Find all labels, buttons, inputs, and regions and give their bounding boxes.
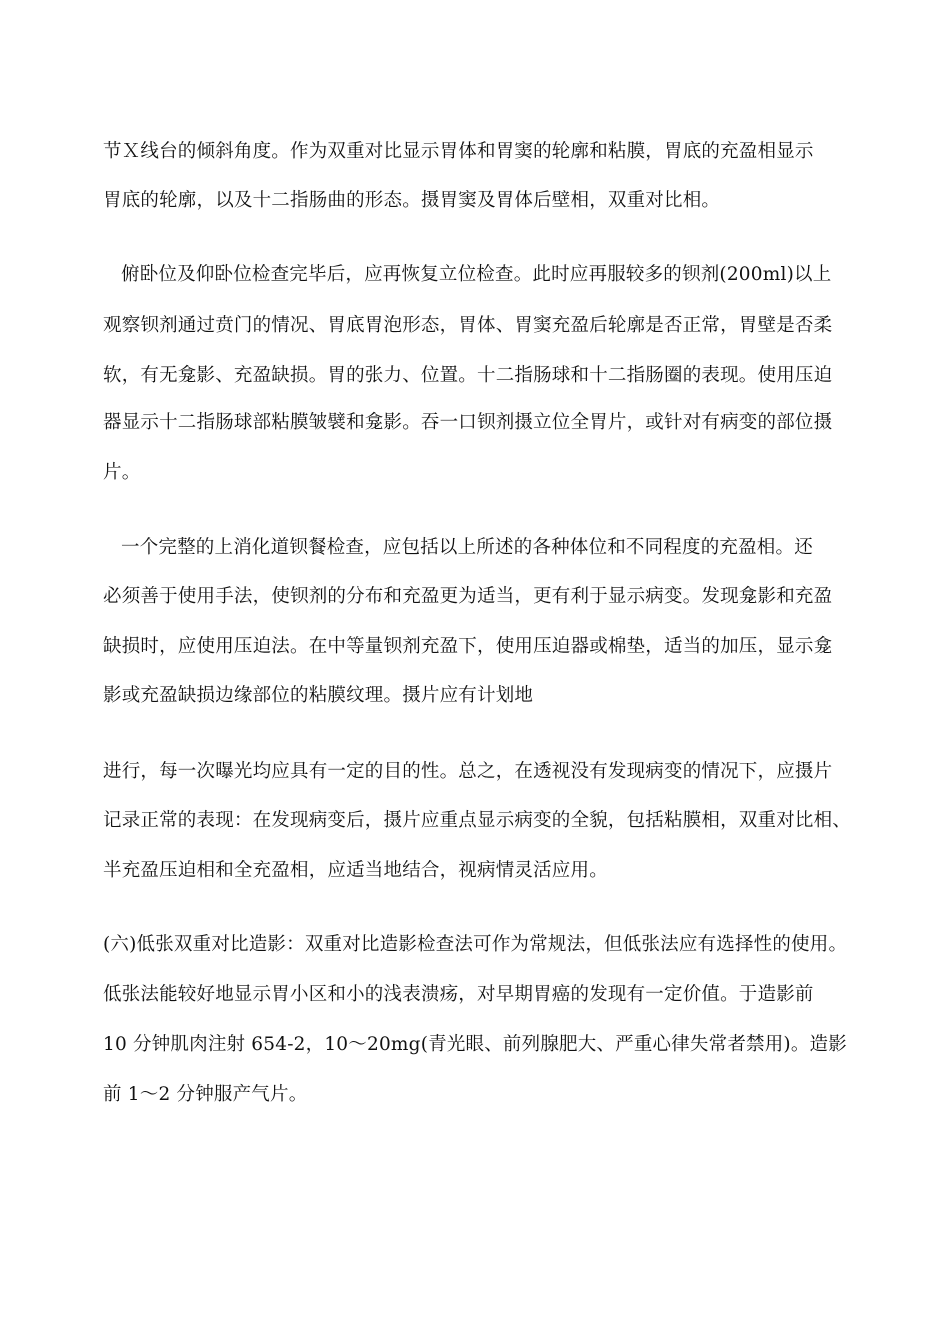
paragraph-3-line-1: 一个完整的上消化道钡餐检查，应包括以上所述的各种体位和不同程度的充盈相。还	[121, 537, 813, 558]
paragraph-3-line-2: 必须善于使用手法，使钡剂的分布和充盈更为适当，更有利于显示病变。发现龛影和充盈	[103, 586, 833, 607]
paragraph-4-line-3: 半充盈压迫相和全充盈相，应适当地结合，视病情灵活应用。	[103, 860, 608, 881]
paragraph-5-line-2: 低张法能较好地显示胃小区和小的浅表溃疡，对早期胃癌的发现有一定价值。于造影前	[103, 984, 814, 1005]
paragraph-3-line-3: 缺损时，应使用压迫法。在中等量钡剂充盈下，使用压迫器或棉垫，适当的加压，显示龛	[103, 636, 833, 657]
paragraph-3-line-4: 影或充盈缺损边缘部位的粘膜纹理。摄片应有计划地	[103, 685, 534, 706]
paragraph-1-line-1: 节Ｘ线台的倾斜角度。作为双重对比显示胃体和胃窦的轮廓和粘膜，胃底的充盈相显示	[103, 141, 814, 162]
paragraph-2-line-1: 俯卧位及仰卧位检查完毕后，应再恢复立位检查。此时应再服较多的钡剂(200ml)以上	[121, 264, 832, 285]
paragraph-2-line-2: 观察钡剂通过贲门的情况、胃底胃泡形态，胃体、胃窦充盈后轮廓是否正常，胃壁是否柔	[103, 315, 833, 336]
paragraph-2-line-4: 器显示十二指肠球部粘膜皱襞和龛影。吞一口钡剂摄立位全胃片，或针对有病变的部位摄	[103, 412, 833, 433]
paragraph-5-line-1: (六)低张双重对比造影：双重对比造影检查法可作为常规法，但低张法应有选择性的使用。	[103, 934, 848, 955]
paragraph-5-line-4: 前 1～2 分钟服产气片。	[103, 1084, 308, 1105]
paragraph-4-line-2: 记录正常的表现：在发现病变后，摄片应重点显示病变的全貌，包括粘膜相，双重对比相、	[103, 810, 852, 831]
paragraph-1-line-2: 胃底的轮廓，以及十二指肠曲的形态。摄胃窦及胃体后壁相，双重对比相。	[103, 190, 721, 211]
paragraph-5-line-3: 10 分钟肌肉注射 654-2，10～20mg(青光眼、前列腺肥大、严重心律失常者禁用)。造影	[103, 1034, 847, 1055]
paragraph-2-line-3: 软，有无龛影、充盈缺损。胃的张力、位置。十二指肠球和十二指肠圈的表现。使用压迫	[103, 365, 833, 386]
paragraph-2-line-5: 片。	[103, 462, 141, 483]
paragraph-4-line-1: 进行，每一次曝光均应具有一定的目的性。总之，在透视没有发现病变的情况下，应摄片	[103, 761, 833, 782]
